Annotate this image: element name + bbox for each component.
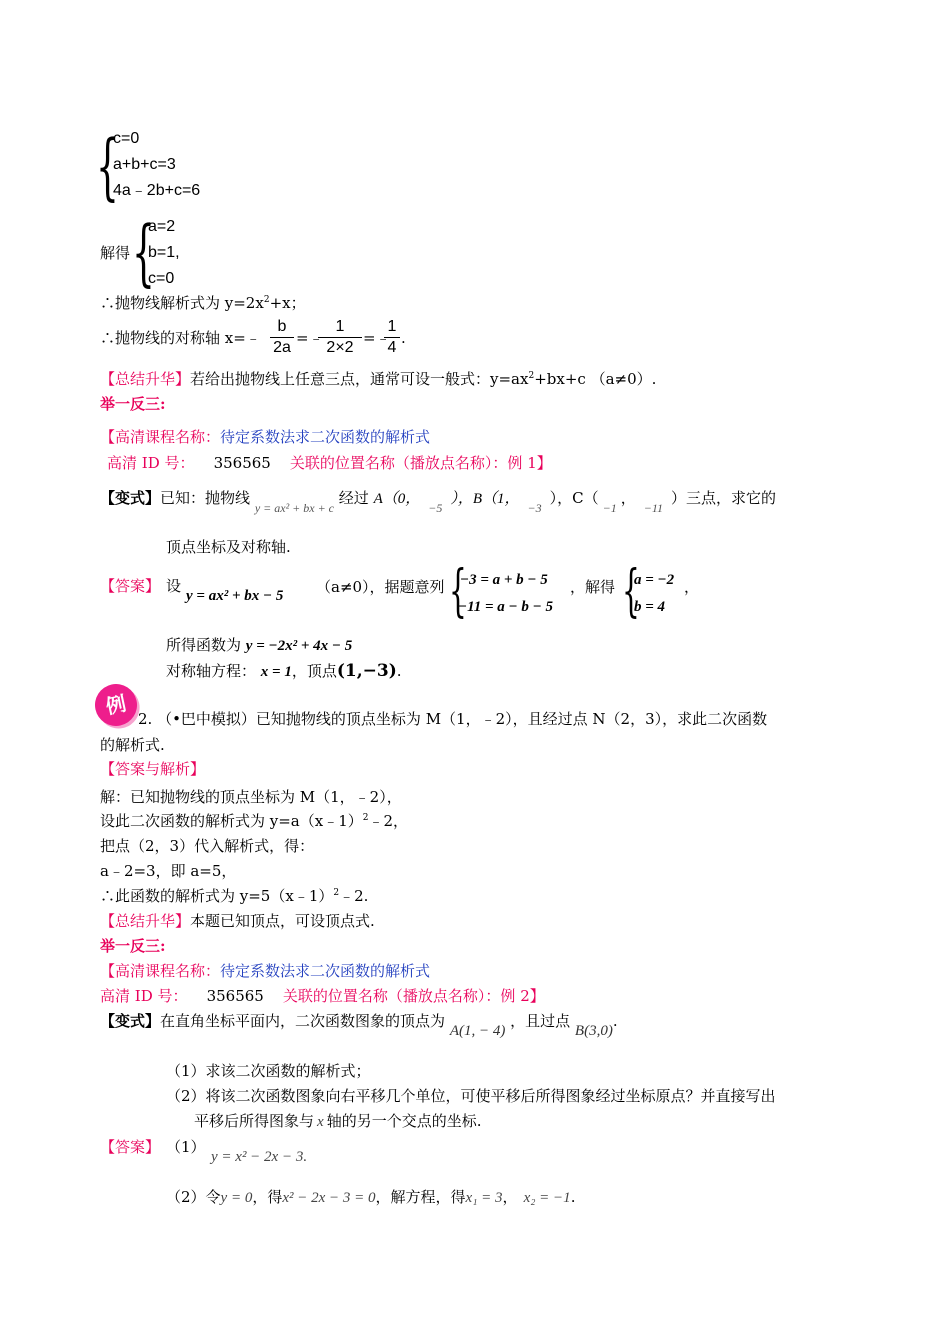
example-2-line-1: 2. （•巴中模拟）已知抛物线的顶点坐标为 M（1，﹣2），且经过点 N（2，3），求此二次函数 [138, 710, 768, 728]
answer-1-eq: y = ax² + bx − 5 [186, 588, 284, 604]
variant-2-q2-line-2: 平移后所得图象与 x 轴的另一个交点的坐标. [194, 1112, 482, 1130]
variant-2-line-1: 【变式】在直角坐标平面内，二次函数图象的顶点为 A(1, − 4) ，且过点 B(3,0). [100, 1012, 618, 1039]
variant-1-line-1: 【变式】已知：抛物线 $_{y = ax^2 + bx + c}$ 经过 A（0，$_{-5}$），B（1，$_{-3}$），$C(_{-1}$，$_{-11}$）三点，求它的 [100, 489, 776, 515]
variant-1-line-2: 顶点坐标及对称轴. [166, 538, 291, 556]
answer-1-sol-brace: { [622, 559, 640, 624]
axis-prefix: ∴抛物线的对称轴 x=﹣ [100, 329, 261, 347]
solution-brace: { [132, 210, 155, 294]
example-2-sol-5: ∴此函数的解析式为 y=5（x﹣1）$^2$﹣2. [100, 887, 369, 905]
fraction-1-over-4: 1 4 [384, 318, 400, 357]
system-brace: { [96, 124, 119, 208]
example-2-answer-tag: 【答案与解析】 [100, 760, 206, 778]
answer-1-comma: ， [684, 578, 700, 596]
axis-end: . [401, 329, 406, 347]
answer-1-axis: 对称轴方程： x = 1，顶点(1,−3). [166, 661, 402, 681]
answer-2-p1: （1） [166, 1138, 206, 1156]
course-1-id: 高清 ID 号： 356565 关联的位置名称（播放点名称）：例 1】 [107, 454, 552, 472]
example-2-line-2: 的解析式. [100, 736, 165, 754]
solution-c: c=0 [148, 270, 175, 287]
fraction-b-over-2a: b 2a [270, 318, 294, 357]
variant-2-q1: （1）求该二次函数的解析式； [166, 1062, 371, 1080]
answer-1-sol-a: a = −2 [634, 572, 675, 588]
variant-2-q2-line-1: （2）将该二次函数图象向右平移几个单位，可使平移后所得图象经过坐标原点？并直接写出 [166, 1087, 776, 1105]
example-2-sol-4: a﹣2=3，即 a=5， [100, 862, 237, 880]
system-line-2: a+b+c=3 [113, 156, 176, 173]
summary-1: 【总结升华】若给出抛物线上任意三点，通常可设一般式：$y=ax^2+bx+c$ （a≠0）. [100, 370, 657, 388]
answer-1-sys-line-1: −3 = a + b − 5 [460, 572, 548, 588]
system-line-3: 4a﹣2b+c=6 [113, 182, 201, 199]
practice-title-2: 举一反三: [100, 937, 166, 955]
answer-1-sol-b: b = 4 [634, 599, 666, 615]
course-1-name: 【高清课程名称：待定系数法求二次函数的解析式 [100, 428, 431, 446]
axis-eq-2: =﹣ [363, 329, 391, 347]
answer-2-tag: 【答案】 [100, 1138, 161, 1156]
answer-1-set: 设 [166, 577, 182, 595]
answer-1-sys-brace: { [449, 559, 467, 624]
answer-1-function: 所得函数为 y = −2x² + 4x − 5 [166, 636, 353, 654]
system-line-1: c=0 [113, 130, 140, 147]
solution-a: a=2 [148, 218, 176, 235]
example-badge-icon: 例 [91, 680, 141, 730]
example-2-sol-2: 设此二次函数的解析式为 y=a（x﹣1）$^2$﹣2， [100, 812, 409, 830]
answer-1-tag: 【答案】 [100, 577, 161, 595]
answer-1-cond: （a≠0），据题意列 [316, 578, 445, 596]
course-2-name: 【高清课程名称：待定系数法求二次函数的解析式 [100, 962, 431, 980]
solution-b: b=1, [148, 244, 180, 261]
example-2-sol-3: 把点（2，3）代入解析式，得： [100, 837, 315, 855]
axis-eq-1: =﹣ [296, 329, 324, 347]
example-2-sol-1: 解：已知抛物线的顶点坐标为 M（1，﹣2）， [100, 788, 402, 806]
answer-2-p2: （2）令y = 0，得x² − 2x − 3 = 0，解方程，得x₁ = 3， x₂ = −1. [166, 1188, 576, 1206]
fraction-1-over-2x2: 1 2×2 [318, 318, 362, 357]
course-2-id: 高清 ID 号： 356565 关联的位置名称（播放点名称）：例 2】 [100, 987, 545, 1005]
answer-1-sys-line-2: −11 = a − b − 5 [458, 599, 553, 615]
example-2-summary: 【总结升华】本题已知顶点，可设顶点式. [100, 912, 375, 930]
parabola-expression: ∴抛物线解析式为 $y=2x^2+x$； [100, 294, 306, 312]
practice-title-1: 举一反三: [100, 395, 166, 413]
answer-2-eq1: y = x² − 2x − 3. [211, 1149, 308, 1165]
solve-label: 解得 [100, 244, 131, 262]
answer-1-solve: ，解得 [570, 578, 616, 596]
